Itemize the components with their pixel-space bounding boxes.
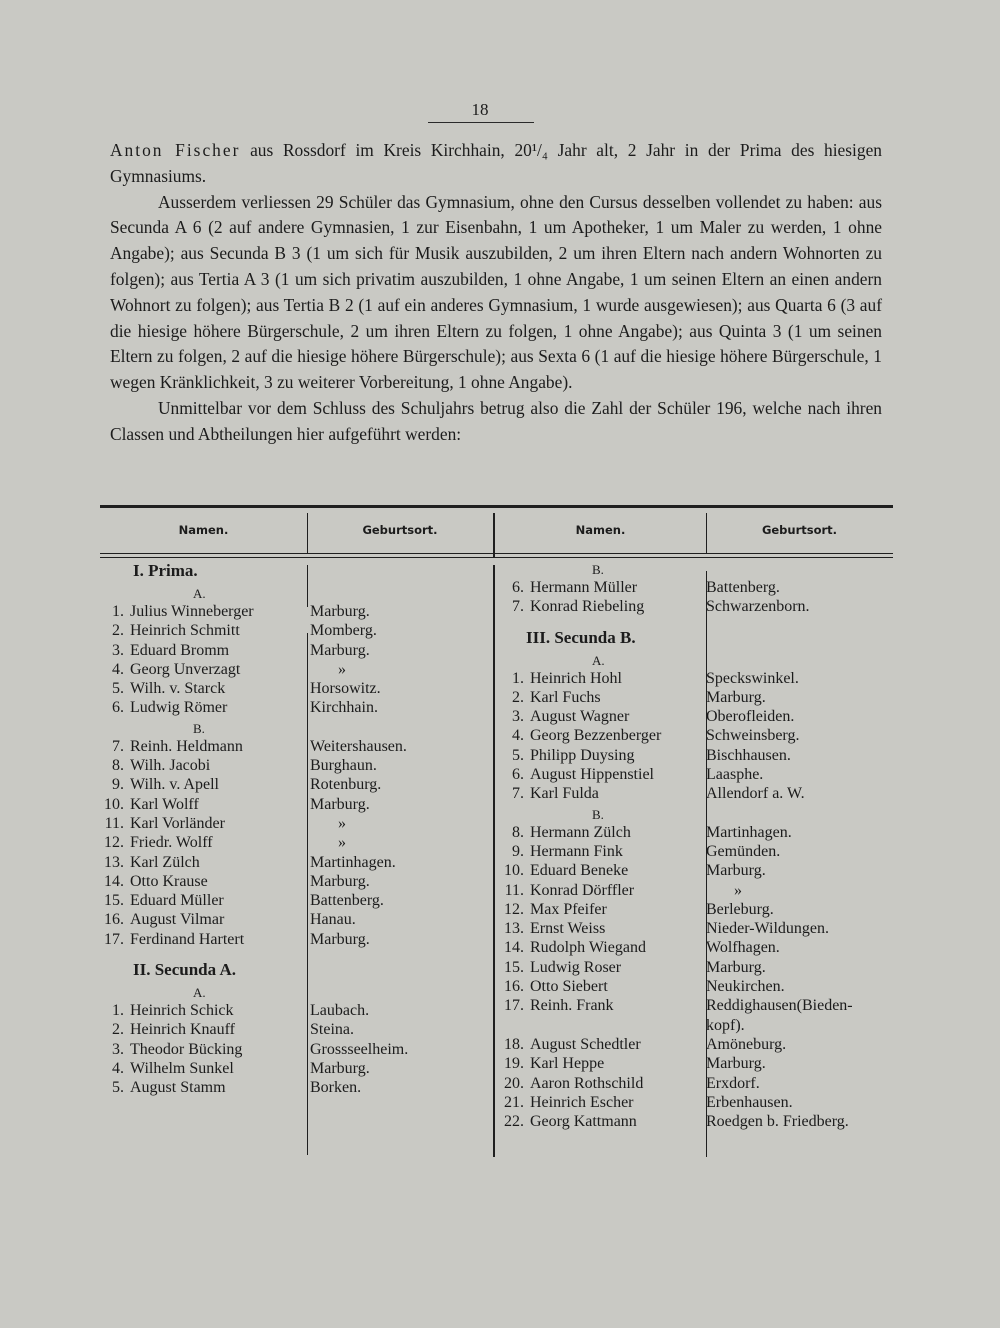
student-number: 13. xyxy=(504,920,524,938)
student-number: 10. xyxy=(504,862,524,880)
birthplace: Momberg. xyxy=(310,622,377,640)
student-name: Aaron Rothschild xyxy=(530,1074,644,1092)
division-label: B. xyxy=(193,720,205,736)
table-row xyxy=(500,1074,893,1093)
student-number: 5. xyxy=(112,1079,124,1097)
student-name: Ludwig Römer xyxy=(130,699,228,717)
birthplace: Speckswinkel. xyxy=(706,669,799,687)
student-number: 1. xyxy=(112,1002,124,1020)
table-row xyxy=(500,1112,893,1131)
table-row xyxy=(100,660,493,679)
student-name: August Schedtler xyxy=(530,1035,641,1053)
student-number: 20. xyxy=(504,1074,524,1092)
table-row xyxy=(100,737,493,756)
student-number: 12. xyxy=(104,834,124,852)
table-row xyxy=(100,910,493,929)
table-row xyxy=(100,853,493,872)
division-label: A. xyxy=(193,985,206,1001)
birthplace: Hanau. xyxy=(310,911,356,929)
student-name: Otto Krause xyxy=(130,872,208,890)
birthplace: Schwarzenborn. xyxy=(706,598,810,616)
student-name: Eduard Bromm xyxy=(130,641,230,659)
student-number: 11. xyxy=(104,814,124,832)
birthplace: Marburg. xyxy=(310,1059,370,1077)
table-row xyxy=(500,919,893,938)
student-name: Karl Fulda xyxy=(530,785,599,803)
header-namen-right: Namen. xyxy=(575,523,626,537)
table-row xyxy=(500,707,893,726)
page-number-rule xyxy=(428,122,534,123)
student-name: Hermann Fink xyxy=(530,842,623,860)
birthplace: Laasphe. xyxy=(706,766,764,784)
right-column xyxy=(500,559,893,1131)
class-heading: I. Prima. xyxy=(133,561,198,580)
student-number: 12. xyxy=(504,900,524,918)
table-row xyxy=(100,795,493,814)
birthplace: Oberofleiden. xyxy=(706,708,795,726)
birthplace: Wolfhagen. xyxy=(706,939,780,957)
student-name: Karl Vorländer xyxy=(130,814,225,832)
student-number: 7. xyxy=(512,785,524,803)
student-name: Theodor Bücking xyxy=(130,1040,243,1058)
birthplace: Rotenburg. xyxy=(310,776,382,794)
table-row xyxy=(500,1054,893,1073)
spaced-name: Anton Fischer xyxy=(110,140,241,160)
birthplace: » xyxy=(338,814,346,832)
birthplace: Roedgen b. Friedberg. xyxy=(706,1113,849,1131)
student-number: 18. xyxy=(504,1035,524,1053)
student-name: Karl Heppe xyxy=(530,1055,605,1073)
birthplace: Schweinsberg. xyxy=(706,727,800,745)
student-name: Karl Wolff xyxy=(130,795,199,813)
student-name: August Stamm xyxy=(130,1079,226,1097)
table-row xyxy=(500,746,893,765)
birthplace: Weitershausen. xyxy=(310,737,407,755)
table-row xyxy=(500,765,893,784)
student-name: Georg Unverzagt xyxy=(130,660,241,678)
student-number: 19. xyxy=(504,1055,524,1073)
table-row xyxy=(100,641,493,660)
student-number: 21. xyxy=(504,1093,524,1111)
division-label: A. xyxy=(592,652,605,668)
student-number: 16. xyxy=(104,911,124,929)
birthplace: Martinhagen. xyxy=(706,823,792,841)
birthplace: Erxdorf. xyxy=(706,1074,760,1092)
student-number: 15. xyxy=(504,958,524,976)
student-name: August Vilmar xyxy=(130,911,225,929)
header-namen-left: Namen. xyxy=(178,523,229,537)
student-number: 6. xyxy=(512,579,524,596)
birthplace: Kirchhain. xyxy=(310,699,378,717)
birthplace: Steina. xyxy=(310,1021,354,1039)
student-number: 5. xyxy=(512,746,524,764)
student-name: Heinrich Hohl xyxy=(530,669,622,687)
student-number: 2. xyxy=(112,622,124,640)
table-row xyxy=(500,977,893,996)
table-row xyxy=(500,996,893,1015)
left-column xyxy=(100,559,493,1098)
birthplace: » xyxy=(734,881,742,899)
table-row xyxy=(100,1078,493,1097)
paragraph-3: Unmittelbar vor dem Schluss des Schuljahrs betrug also die Zahl der Schüler 196, welche nach ihren Classen und Abtheilungen hier aufgeführt werden: xyxy=(110,397,882,444)
table-row xyxy=(500,578,893,597)
table-row xyxy=(100,698,493,717)
table-row xyxy=(100,1020,493,1039)
birthplace: Nieder-Wildungen. xyxy=(706,920,829,938)
table-row xyxy=(500,881,893,900)
birthplace: Amöneburg. xyxy=(706,1035,787,1053)
student-number: 17. xyxy=(104,930,124,948)
birthplace: Marburg. xyxy=(706,958,766,976)
table-row xyxy=(500,688,893,707)
table-row xyxy=(100,1040,493,1059)
table-row xyxy=(500,958,893,977)
student-number: 5. xyxy=(112,680,124,698)
birthplace: Borken. xyxy=(310,1079,362,1097)
student-name: Rudolph Wiegand xyxy=(530,939,646,957)
row-spacer xyxy=(500,617,893,626)
student-name: Wilhelm Sunkel xyxy=(130,1059,234,1077)
table-row xyxy=(100,679,493,698)
header-geburtsort-left: Geburtsort. xyxy=(362,523,438,537)
table-row xyxy=(500,597,893,616)
student-number: 6. xyxy=(512,766,524,784)
student-number: 16. xyxy=(504,978,524,996)
table-row xyxy=(500,1035,893,1054)
student-name: Eduard Müller xyxy=(130,892,224,910)
birthplace: Berleburg. xyxy=(706,900,774,918)
student-name: Georg Bezzenberger xyxy=(530,727,662,745)
birthplace: Reddighausen(Bieden- xyxy=(706,997,853,1015)
student-number: 2. xyxy=(512,688,524,706)
birthplace: Marburg. xyxy=(706,688,766,706)
table-row xyxy=(100,930,493,949)
birthplace: Laubach. xyxy=(310,1002,370,1020)
table-row xyxy=(500,726,893,745)
student-number: 7. xyxy=(112,737,124,755)
birthplace: Battenberg. xyxy=(706,579,780,596)
student-number: 17. xyxy=(504,997,524,1015)
page-number: 18 xyxy=(471,100,489,119)
student-name: Wilh. v. Apell xyxy=(130,776,219,794)
student-name: Hermann Zülch xyxy=(530,823,631,841)
birthplace: Gemünden. xyxy=(706,842,781,860)
student-name: Heinrich Knauff xyxy=(130,1021,235,1039)
student-number: 4. xyxy=(112,660,124,678)
student-name: Friedr. Wolff xyxy=(130,834,213,852)
table-row xyxy=(500,842,893,861)
table-row xyxy=(500,669,893,688)
student-name: Karl Fuchs xyxy=(530,688,601,706)
birthplace: Marburg. xyxy=(706,862,766,880)
student-name: Wilh. v. Starck xyxy=(130,680,226,698)
class-heading: III. Secunda B. xyxy=(526,627,636,647)
birthplace: Grossseelheim. xyxy=(310,1040,409,1058)
student-number: 3. xyxy=(112,641,124,659)
student-name: Wilh. Jacobi xyxy=(130,757,211,775)
student-name: Karl Zülch xyxy=(130,853,200,871)
student-name: Reinh. Heldmann xyxy=(130,737,243,755)
student-name: August Hippenstiel xyxy=(530,766,654,784)
header-rule-1 xyxy=(100,553,893,554)
student-number: 2. xyxy=(112,1021,124,1039)
student-name: Max Pfeifer xyxy=(530,900,607,918)
student-number: 4. xyxy=(512,727,524,745)
student-name: Julius Winneberger xyxy=(130,603,254,620)
birthplace: Battenberg. xyxy=(310,892,384,910)
table-row xyxy=(100,833,493,852)
student-number: 1. xyxy=(512,669,524,687)
table-row xyxy=(100,1059,493,1078)
student-number: 6. xyxy=(112,699,124,717)
table-row xyxy=(100,602,493,621)
student-number: 4. xyxy=(112,1059,124,1077)
birthplace: Burghaun. xyxy=(310,757,377,775)
table-row xyxy=(500,823,893,842)
birthplace: Marburg. xyxy=(310,603,370,620)
birthplace: Allendorf a. W. xyxy=(706,785,805,803)
table-row xyxy=(100,775,493,794)
center-divider xyxy=(493,565,495,1157)
student-number: 8. xyxy=(112,757,124,775)
student-number: 1. xyxy=(112,603,124,620)
student-number: 9. xyxy=(512,842,524,860)
header-rule-2 xyxy=(100,557,893,558)
table-row xyxy=(100,621,493,640)
body-text xyxy=(110,138,882,448)
student-name: Ferdinand Hartert xyxy=(130,930,245,948)
birthplace: » xyxy=(338,660,346,678)
table-row xyxy=(500,861,893,880)
birthplace: Marburg. xyxy=(310,641,370,659)
student-number: 3. xyxy=(112,1040,124,1058)
student-name: Heinrich Escher xyxy=(530,1093,634,1111)
student-number: 14. xyxy=(104,872,124,890)
header-geburtsort-right: Geburtsort. xyxy=(761,523,838,537)
table-row xyxy=(500,1093,893,1112)
birthplace: Bischhausen. xyxy=(706,746,791,764)
student-name: Konrad Dörffler xyxy=(530,881,635,899)
table-row xyxy=(500,938,893,957)
student-name: Ludwig Roser xyxy=(530,958,622,976)
division-label: B. xyxy=(592,562,604,577)
student-name: Georg Kattmann xyxy=(530,1113,637,1131)
student-number: 7. xyxy=(512,598,524,616)
birthplace: Marburg. xyxy=(310,795,370,813)
birthplace: Marburg. xyxy=(706,1055,766,1073)
student-name: Reinh. Frank xyxy=(530,997,614,1015)
paragraph-1-text: aus Rossdorf im Kreis Kirchhain, 20¹/₄ Jahr alt, 2 Jahr in der Prima des hiesigen Gymnasiums. xyxy=(110,140,882,186)
student-number: 11. xyxy=(504,881,524,899)
student-number: 13. xyxy=(104,853,124,871)
paragraph-1 xyxy=(110,138,882,190)
table-row xyxy=(100,756,493,775)
class-heading: II. Secunda A. xyxy=(133,960,236,980)
student-number: 22. xyxy=(504,1113,524,1131)
student-number: 8. xyxy=(512,823,524,841)
row-spacer xyxy=(100,949,493,958)
student-name: Otto Siebert xyxy=(530,978,608,996)
student-table xyxy=(100,505,893,1165)
student-name: Heinrich Schmitt xyxy=(130,622,240,640)
birthplace: » xyxy=(338,834,346,852)
student-name: Hermann Müller xyxy=(530,579,638,596)
paragraph-2: Ausserdem verliessen 29 Schüler das Gymnasium, ohne den Cursus desselben vollendet zu haben: aus Secunda A 6 (2 auf andere Gymnasien, 1 zur Eisenbahn, 1 um Apotheker, 1 um Maler zu werden, 1 ohne Angabe); aus Secunda B 3 (1 um sich für Musik auszubilden, 2 um ihren Eltern nach andern Wohnorten zu folgen); aus Tertia A 3 (1 um sich privatim auszubilden, 1 ohne Angabe, 1 um seinen Eltern an einen andern Wohnort zu folgen); aus Tertia B 2 (1 auf ein anderes Gymnasium, 1 wurde ausgewiesen); aus Quarta 6 (3 auf die hiesige höhere Bürgerschule, 2 um ihren Eltern zu folgen, 1 ohne Angabe); aus Quinta 3 (1 um seinen Eltern zu folgen, 2 auf die hiesige höhere Bürgerschule); aus Sexta 6 (1 auf die hiesige höhere Bürgerschule, 1 wegen Kränklichkeit, 3 zu weiterer Vorbereitung, 1 ohne Angabe). xyxy=(110,191,882,393)
table-row xyxy=(100,814,493,833)
table-row xyxy=(100,872,493,891)
birthplace: Neukirchen. xyxy=(706,978,785,996)
table-row xyxy=(100,1001,493,1020)
birthplace: Marburg. xyxy=(310,930,370,948)
student-number: 9. xyxy=(112,776,124,794)
table-row xyxy=(500,1016,893,1035)
student-name: Heinrich Schick xyxy=(130,1002,234,1020)
student-name: Eduard Beneke xyxy=(530,862,629,880)
table-row xyxy=(500,900,893,919)
birthplace: Marburg. xyxy=(310,872,370,890)
table-row xyxy=(500,784,893,803)
table-top-rule xyxy=(100,505,893,508)
student-number: 3. xyxy=(512,708,524,726)
birthplace: Erbenhausen. xyxy=(706,1093,793,1111)
division-label: A. xyxy=(193,586,206,601)
birthplace: Horsowitz. xyxy=(310,680,381,698)
student-number: 15. xyxy=(104,892,124,910)
student-name: Ernst Weiss xyxy=(530,920,606,938)
student-name: Philipp Duysing xyxy=(530,746,635,764)
birthplace: kopf). xyxy=(706,1016,745,1034)
student-name: Konrad Riebeling xyxy=(530,598,645,616)
table-row xyxy=(100,891,493,910)
student-number: 14. xyxy=(504,939,524,957)
birthplace: Martinhagen. xyxy=(310,853,396,871)
division-label: B. xyxy=(592,806,604,822)
student-name: August Wagner xyxy=(530,708,630,726)
student-number: 10. xyxy=(104,795,124,813)
